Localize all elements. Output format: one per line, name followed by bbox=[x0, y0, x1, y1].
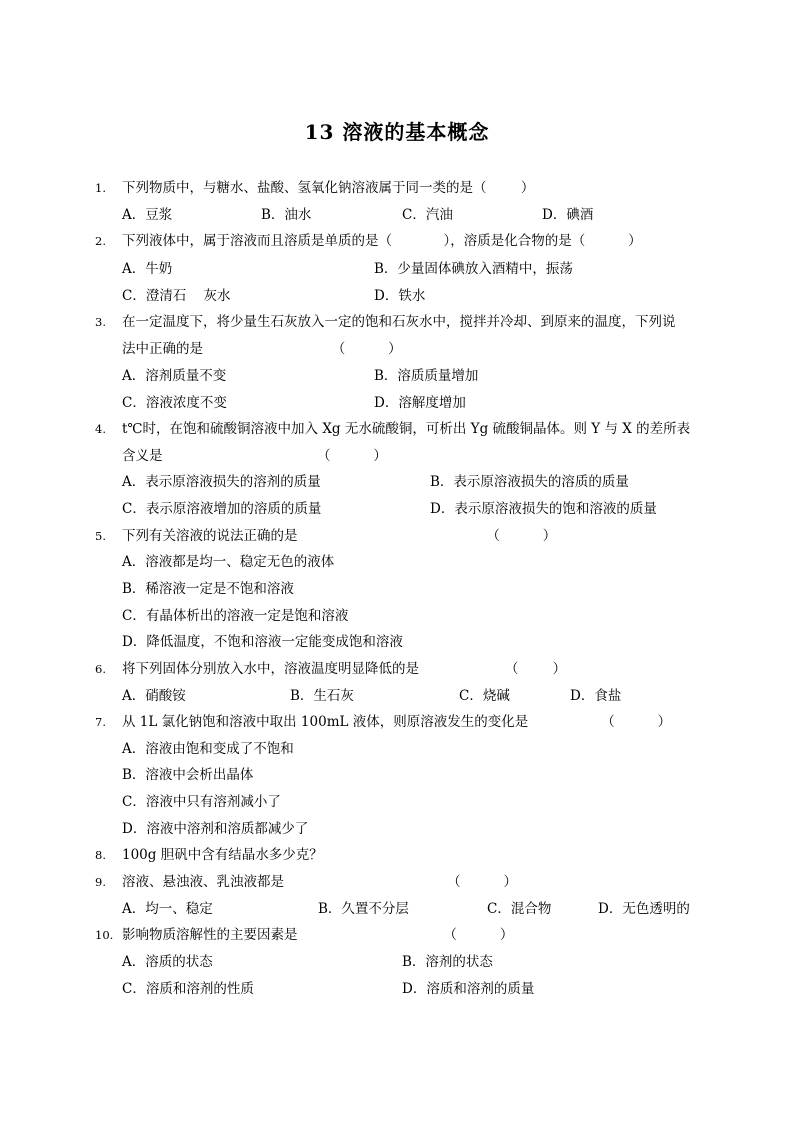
question-text: 法中正确的是 （ ） bbox=[122, 341, 402, 357]
question-number: 4. bbox=[95, 422, 106, 436]
question-text: 100g 胆矾中含有结晶水多少克？ bbox=[122, 847, 323, 863]
option: A．均一、稳定 bbox=[122, 901, 213, 917]
question-number: 6. bbox=[95, 662, 106, 676]
option: A．溶液都是均一、稳定无色的液体 bbox=[122, 554, 335, 570]
option: C．混合物 bbox=[487, 901, 552, 917]
option: D．食盐 bbox=[570, 688, 622, 704]
option: B．表示原溶液损失的溶质的质量 bbox=[430, 474, 629, 490]
option: B．溶液中会析出晶体 bbox=[122, 767, 254, 783]
option: D．无色透明的 bbox=[598, 901, 690, 917]
option: C．溶液浓度不变 bbox=[122, 395, 227, 411]
question-text: 下列有关溶液的说法正确的是 （ ） bbox=[122, 528, 557, 544]
option: D．溶液中溶剂和溶质都减少了 bbox=[122, 821, 309, 837]
question-number: 10. bbox=[95, 928, 114, 942]
question-number: 8. bbox=[95, 848, 106, 862]
option: C．有晶体析出的溶液一定是饱和溶液 bbox=[122, 608, 349, 624]
option: D．降低温度，不饱和溶液一定能变成饱和溶液 bbox=[122, 634, 403, 650]
option: A．溶剂质量不变 bbox=[122, 368, 227, 384]
option: A．牛奶 bbox=[122, 261, 173, 277]
question-number: 5. bbox=[95, 529, 106, 543]
option: C．溶质和溶剂的性质 bbox=[122, 981, 254, 997]
option: A．豆浆 bbox=[122, 207, 173, 223]
question-number: 7. bbox=[95, 715, 106, 729]
option: A．溶液由饱和变成了不饱和 bbox=[122, 741, 294, 757]
option: B．久置不分层 bbox=[318, 901, 409, 917]
option: A．表示原溶液损失的溶剂的质量 bbox=[122, 474, 321, 490]
option: C．烧碱 bbox=[459, 688, 510, 704]
question-text: 下列液体中，属于溶液而且溶质是单质的是（ ），溶质是化合物的是（ ） bbox=[122, 233, 642, 249]
option: B．油水 bbox=[261, 207, 312, 223]
option: D．铁水 bbox=[374, 288, 426, 304]
question-text: 从 1L 氯化钠饱和溶液中取出 100mL 液体，则原溶液发生的变化是 （ ） bbox=[122, 714, 672, 730]
option: D．碘酒 bbox=[542, 207, 594, 223]
option: B．溶剂的状态 bbox=[402, 954, 493, 970]
option: C．澄清石 灰水 bbox=[122, 288, 231, 304]
question-text: 在一定温度下，将少量生石灰放入一定的饱和石灰水中，搅拌并冷却、到原来的温度，下列说 bbox=[122, 314, 676, 330]
question-text: 将下列固体分别放入水中，溶液温度明显降低的是 （ ） bbox=[122, 661, 567, 677]
option: D．溶质和溶剂的质量 bbox=[402, 981, 535, 997]
option: C．汽油 bbox=[402, 207, 453, 223]
option: C．表示原溶液增加的溶质的质量 bbox=[122, 501, 322, 517]
question-text: t℃时，在饱和硫酸铜溶液中加入 Xg 无水硫酸铜，可析出 Yg 硫酸铜晶体。则 Y 与 X 的差所表 bbox=[122, 421, 691, 437]
question-number: 1. bbox=[95, 181, 106, 195]
question-text: 含义是 （ ） bbox=[122, 448, 387, 464]
question-number: 2. bbox=[95, 234, 106, 248]
question-number: 3. bbox=[95, 315, 106, 329]
question-text: 溶液、悬浊液、乳浊液都是 （ ） bbox=[122, 874, 517, 890]
option: B．生石灰 bbox=[290, 688, 354, 704]
option: B．溶质质量增加 bbox=[374, 368, 479, 384]
option: B．稀溶液一定是不饱和溶液 bbox=[122, 581, 294, 597]
question-text: 下列物质中，与糖水、盐酸、氢氧化钠溶液属于同一类的是（ ） bbox=[122, 180, 535, 196]
question-number: 9. bbox=[95, 875, 106, 889]
question-text: 影响物质溶解性的主要因素是 （ ） bbox=[122, 927, 514, 943]
option: A．溶质的状态 bbox=[122, 954, 213, 970]
option: B．少量固体碘放入酒精中，振荡 bbox=[374, 261, 573, 277]
option: D．溶解度增加 bbox=[374, 395, 466, 411]
option: D．表示原溶液损失的饱和溶液的质量 bbox=[430, 501, 657, 517]
page-title: 13 溶液的基本概念 bbox=[304, 120, 490, 144]
option: C．溶液中只有溶剂减小了 bbox=[122, 794, 281, 810]
option: A．硝酸铵 bbox=[122, 688, 186, 704]
